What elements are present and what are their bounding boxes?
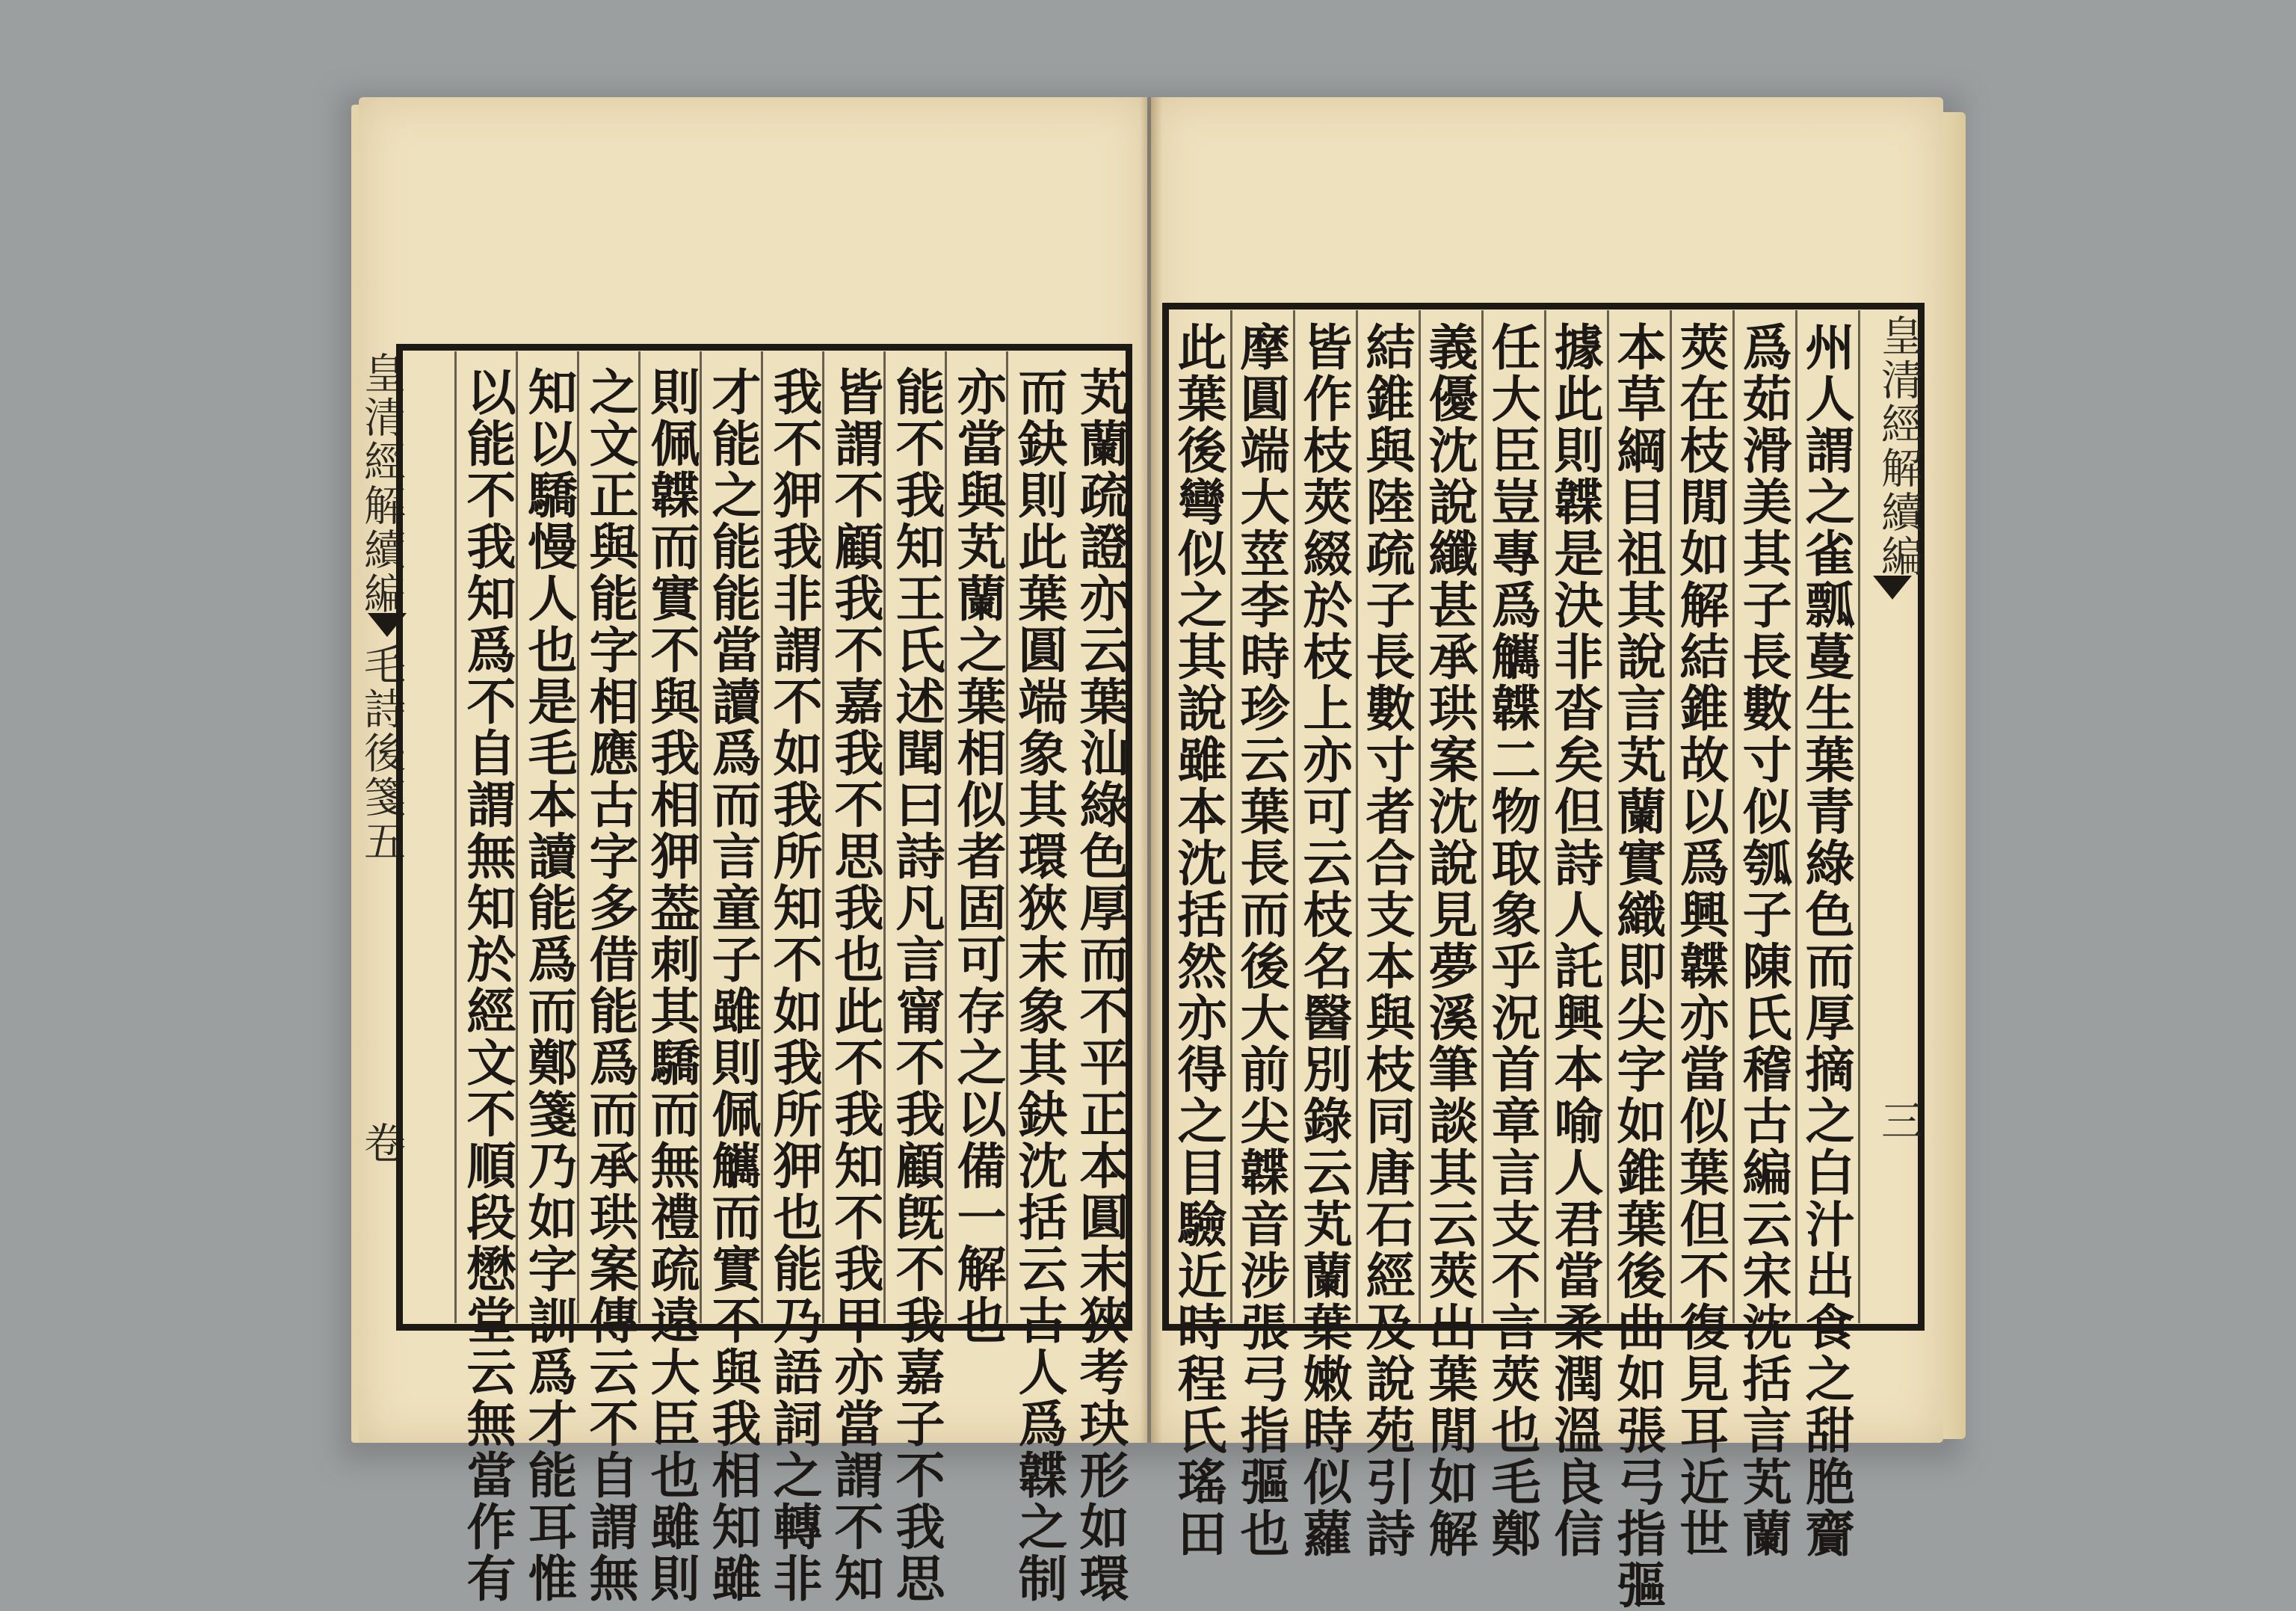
text-column: 以能不我知爲不自謂無知於經文不順段懋堂云無當作有 [458,366,516,1604]
text-column: 皆作枝莢綴於枝上亦可云枝名醫別錄云芄蘭葉嫩時似蘿 [1294,321,1353,1559]
left-margin-folio: 卷 [357,1121,406,1165]
text-column: 本草綱目祖其說言芄蘭實織即尖字如錐葉後曲如張弓指彄 [1608,321,1667,1611]
text-column: 州人謂之雀瓢蔓生葉青綠色而厚摘之白汁出食之甜脃齎 [1797,321,1855,1559]
text-column: 能不我知王氏述聞曰詩凡言甯不我顧旣不我嘉子不我思 [887,366,945,1604]
text-column: 摩圓端大莖李時珍云葉長而後大前尖韘音涉張弓指彄也 [1232,321,1290,1559]
left-margin-title: 皇清經解續編 [357,351,406,616]
text-column: 莢在枝閒如解結錐故以爲興韘亦當似葉但不復見耳近世 [1671,321,1729,1559]
text-column: 我不狎我非謂不如我所知不如我所狎也能乃語詞之轉非 [765,366,823,1604]
text-column: 才能之能能當讀爲而言童子雖則佩觽而實不與我相知雖 [703,366,762,1604]
text-column: 皆謂不顧我不嘉我不思我也此不我知不我甲亦當謂不知 [826,366,884,1604]
text-column: 芄蘭疏證亦云葉汕綠色厚而不平正本圓末狹考玦形如環 [1071,366,1129,1604]
text-column: 爲茹滑美其子長數寸似瓠子陳氏稽古編云宋沈括言芄蘭 [1734,321,1792,1559]
text-column: 則佩韘而實不與我相狎葢刺其驕而無禮疏遠大臣也雖則 [642,366,700,1604]
text-column: 知以驕慢人也是毛本讀能爲而鄭箋乃如字訓爲才能耳惟 [519,366,578,1604]
text-column: 任大臣豈專爲觽韘二物取象乎況首章言支不言莢也毛鄭 [1483,321,1541,1559]
text-column: 義優沈說纖甚承珙案沈說見夢溪筆談其云莢出葉閒如解 [1420,321,1478,1559]
text-column: 而鈌則此葉圓端象其環狹末象其鈌沈括云古人爲韘之制 [1010,366,1068,1604]
text-column: 亦當與芄蘭之葉相似者固可存之以備一解也 [948,366,1007,1346]
right-margin-title: 皇清經解續編 [1874,314,1923,579]
text-column: 結錐與陸疏子長數寸者合支本與枝同唐石經及說苑引詩 [1357,321,1416,1559]
right-fish-tail-mark [1873,576,1912,600]
text-column: 之文正與能字相應古字多借能爲而承珙案傳云不自謂無 [581,366,639,1604]
left-margin-subtitle: 毛詩後箋五 [357,643,406,863]
right-margin-folio: 三 [1874,1099,1923,1143]
column-rule [1858,310,1860,1323]
text-column: 據此則韘是決非沓矣但詩人託興本喻人君當柔潤溫良信 [1546,321,1604,1559]
book-gutter [1140,97,1162,1443]
column-rule [454,351,457,1323]
text-column: 此葉後彎似之其說雖本沈括然亦得之目驗近時程氏瑤田 [1169,321,1227,1559]
